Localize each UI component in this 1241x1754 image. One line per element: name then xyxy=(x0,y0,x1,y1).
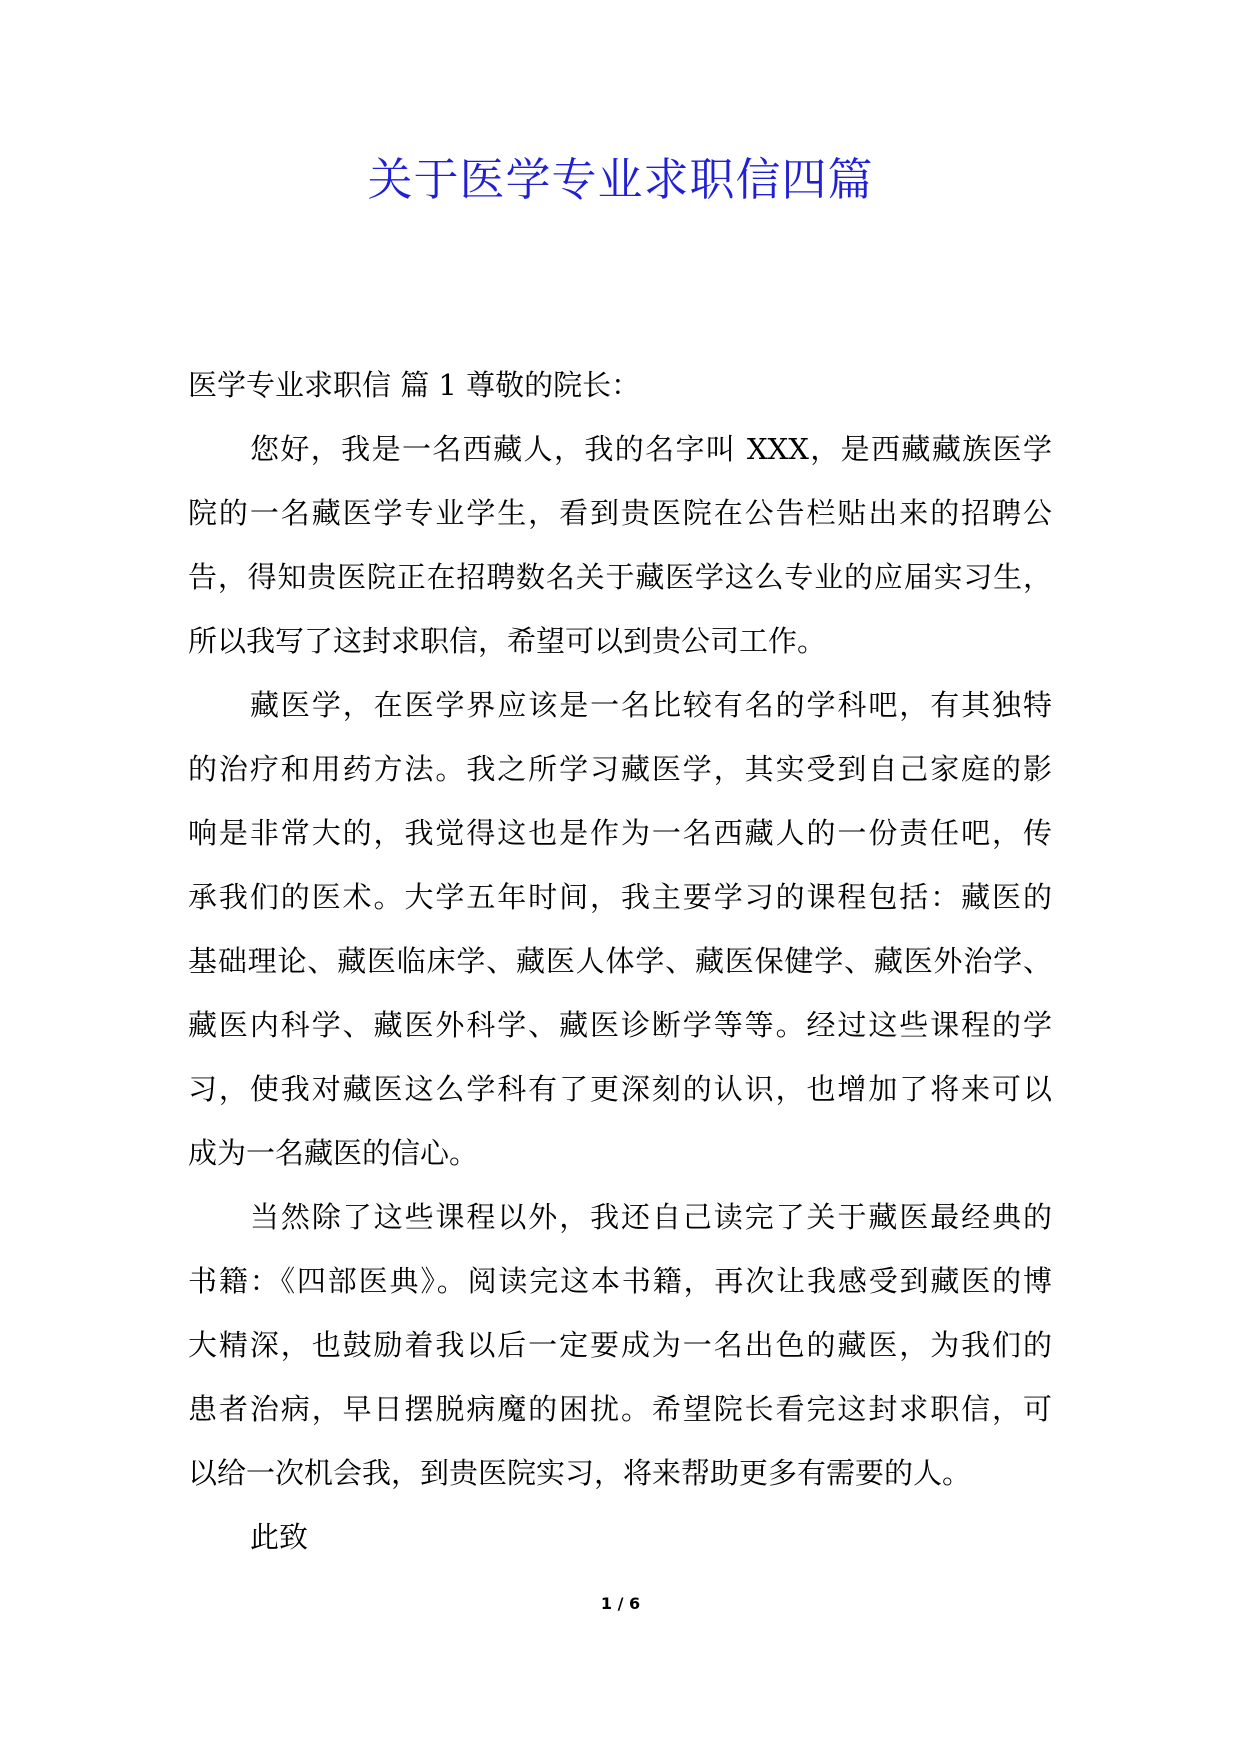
body-paragraph-3 xyxy=(188,1185,1052,1505)
paragraph-line: 大精深，也鼓励着我以后一定要成为一名出色的藏医，为我们的 xyxy=(188,1328,1052,1362)
body-paragraph-1 xyxy=(188,417,1052,673)
letter-closing: 此致 xyxy=(250,1520,309,1554)
paragraph-line: 告，得知贵医院正在招聘数名关于藏医学这么专业的应届实习生， xyxy=(188,560,1052,594)
paragraph-line: 所以我写了这封求职信，希望可以到贵公司工作。 xyxy=(188,624,827,658)
page-number: 1 / 6 xyxy=(600,1594,641,1613)
paragraph-line: 承我们的医术。大学五年时间，我主要学习的课程包括：藏医的 xyxy=(188,880,1052,914)
paragraph-line: 当然除了这些课程以外，我还自己读完了关于藏医最经典的 xyxy=(250,1200,1052,1234)
paragraph-line: 以给一次机会我，到贵医院实习，将来帮助更多有需要的人。 xyxy=(188,1456,972,1490)
paragraph-line: 的治疗和用药方法。我之所学习藏医学，其实受到自己家庭的影 xyxy=(188,752,1052,786)
paragraph-line: 基础理论、藏医临床学、藏医人体学、藏医保健学、藏医外治学、 xyxy=(188,944,1052,978)
paragraph-line: 藏医内科学、藏医外科学、藏医诊断学等等。经过这些课程的学 xyxy=(188,1008,1052,1042)
paragraph-line: 书籍：《四部医典》。阅读完这本书籍，再次让我感受到藏医的博 xyxy=(188,1264,1052,1298)
paragraph-line: 藏医学，在医学界应该是一名比较有名的学科吧，有其独特 xyxy=(250,688,1052,722)
paragraph-line: 成为一名藏医的信心。 xyxy=(188,1136,479,1170)
letter-heading: 医学专业求职信 篇 1 尊敬的院长： xyxy=(188,368,641,402)
body-paragraph-2 xyxy=(188,673,1052,1185)
paragraph-line: 您好，我是一名西藏人，我的名字叫 XXX，是西藏藏族医学 xyxy=(250,432,1052,466)
paragraph-line: 院的一名藏医学专业学生，看到贵医院在公告栏贴出来的招聘公 xyxy=(188,496,1052,530)
paragraph-line: 患者治病，早日摆脱病魔的困扰。希望院长看完这封求职信，可 xyxy=(188,1392,1052,1426)
document-title: 关于医学专业求职信四篇 xyxy=(367,153,874,206)
paragraph-line: 响是非常大的，我觉得这也是作为一名西藏人的一份责任吧，传 xyxy=(188,816,1052,850)
document-body xyxy=(188,353,1052,1569)
paragraph-line: 习，使我对藏医这么学科有了更深刻的认识，也增加了将来可以 xyxy=(188,1072,1052,1106)
